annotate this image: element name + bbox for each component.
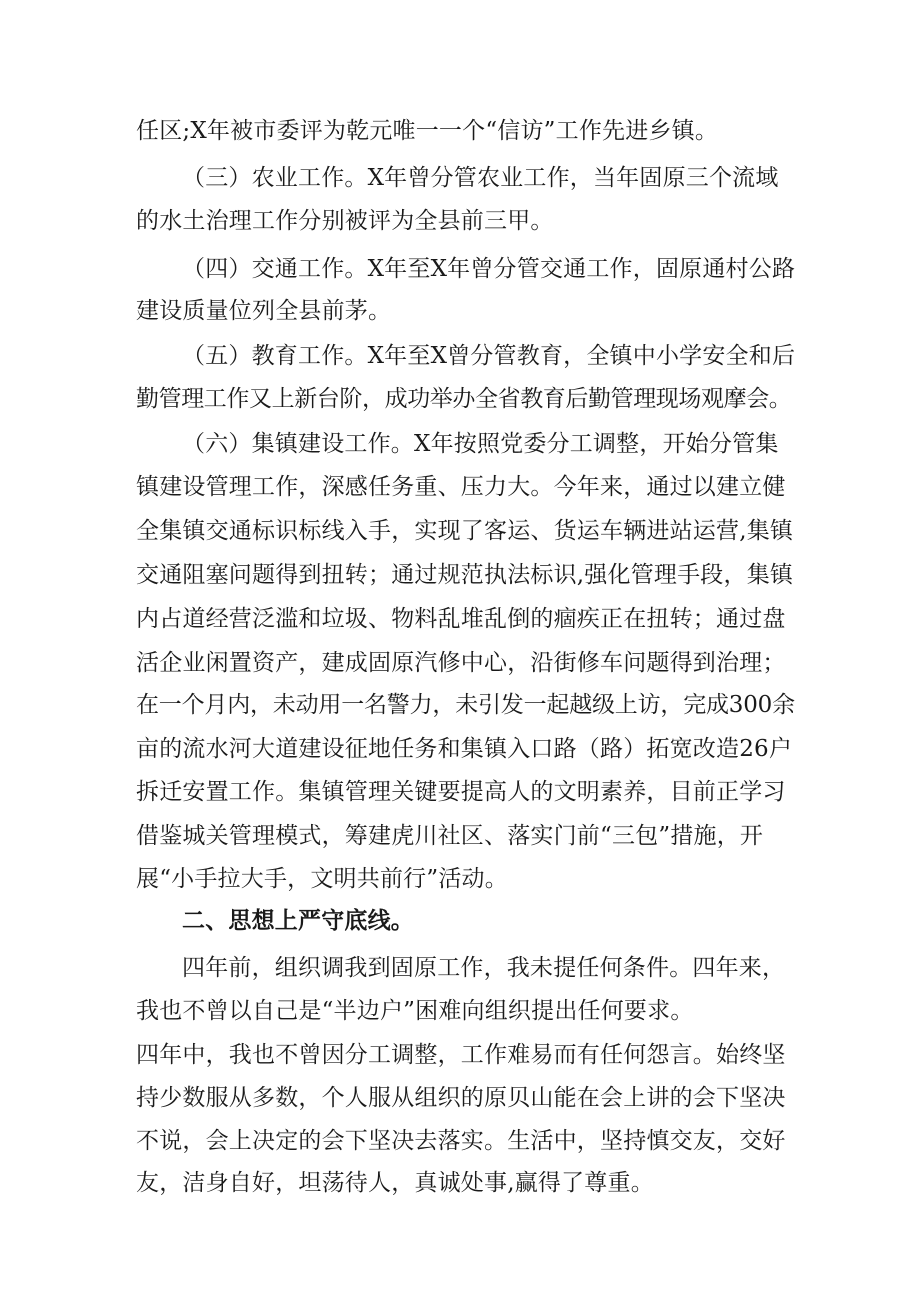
paragraph-line: 的水土治理工作分别被评为全县前三甲。 [136,208,554,234]
paragraph-line: 建设质量位列全县前茅。 [136,298,392,324]
paragraph-line: （三）农业工作。X年曾分管农业工作，当年固原三个流域 [182,165,779,191]
paragraph-line: 任区;X年被市委评为乾元唯一一个“信访”工作先进乡镇。 [136,118,719,144]
paragraph-line: 展“小手拉大手，文明共前行”活动。 [136,866,508,892]
paragraph-line: 持少数服从多数，个人服从组织的原贝山能在会上讲的会下坚决 [136,1085,786,1111]
paragraph-line: 友，洁身自好，坦荡待人，真诚处事,赢得了尊重。 [136,1170,654,1196]
paragraph-line: 全集镇交通标识标线入手，实现了客运、货运车辆进站运营,集镇 [136,518,794,544]
paragraph-line: 交通阻塞问题得到扭转；通过规范执法标识,强化管理手段，集镇 [136,562,794,588]
paragraph-line: （五）教育工作。X年至X曾分管教育，全镇中小学安全和后 [182,343,796,369]
paragraph-line: 亩的流水河大道建设征地任务和集镇入口路（路）拓宽改造26户 [136,736,793,762]
paragraph-line: （四）交通工作。X年至X年曾分管交通工作，固原通村公路 [182,256,796,282]
paragraph-line: 拆迁安置工作。集镇管理关键要提高人的文明素养，目前正学习 [136,779,786,805]
paragraph-line: 四年中，我也不曾因分工调整，工作难易而有任何怨言。始终坚 [136,1042,786,1068]
paragraph-line: （六）集镇建设工作。X年按照党委分工调整，开始分管集 [182,431,779,457]
paragraph-line: 活企业闲置资产，建成固原汽修中心，沿街修车问题得到治理； [136,650,786,676]
section-heading: 二、思想上严守底线。 [182,908,414,934]
paragraph-line: 勤管理工作又上新台阶，成功举办全省教育后勤管理现场观摩会。 [136,386,792,412]
paragraph-line: 四年前，组织调我到固原工作，我未提任何条件。四年来， [182,955,786,981]
paragraph-line: 不说，会上决定的会下坚决去落实。生活中，坚持慎交友，交好 [136,1128,786,1154]
paragraph-line: 在一个月内，未动用一名警力，未引发一起越级上访，完成300余 [136,692,795,718]
paragraph-line: 内占道经营泛滥和垃圾、物料乱堆乱倒的痼疾正在扭转；通过盘 [136,606,786,632]
paragraph-line: 我也不曾以自己是“半边户”困难向组织提出任何要求。 [136,998,694,1024]
paragraph-line: 借鉴城关管理模式，筹建虎川社区、落实门前“三包”措施，开 [136,823,764,849]
paragraph-line: 镇建设管理工作，深感任务重、压力大。今年来，通过以建立健 [136,474,786,500]
